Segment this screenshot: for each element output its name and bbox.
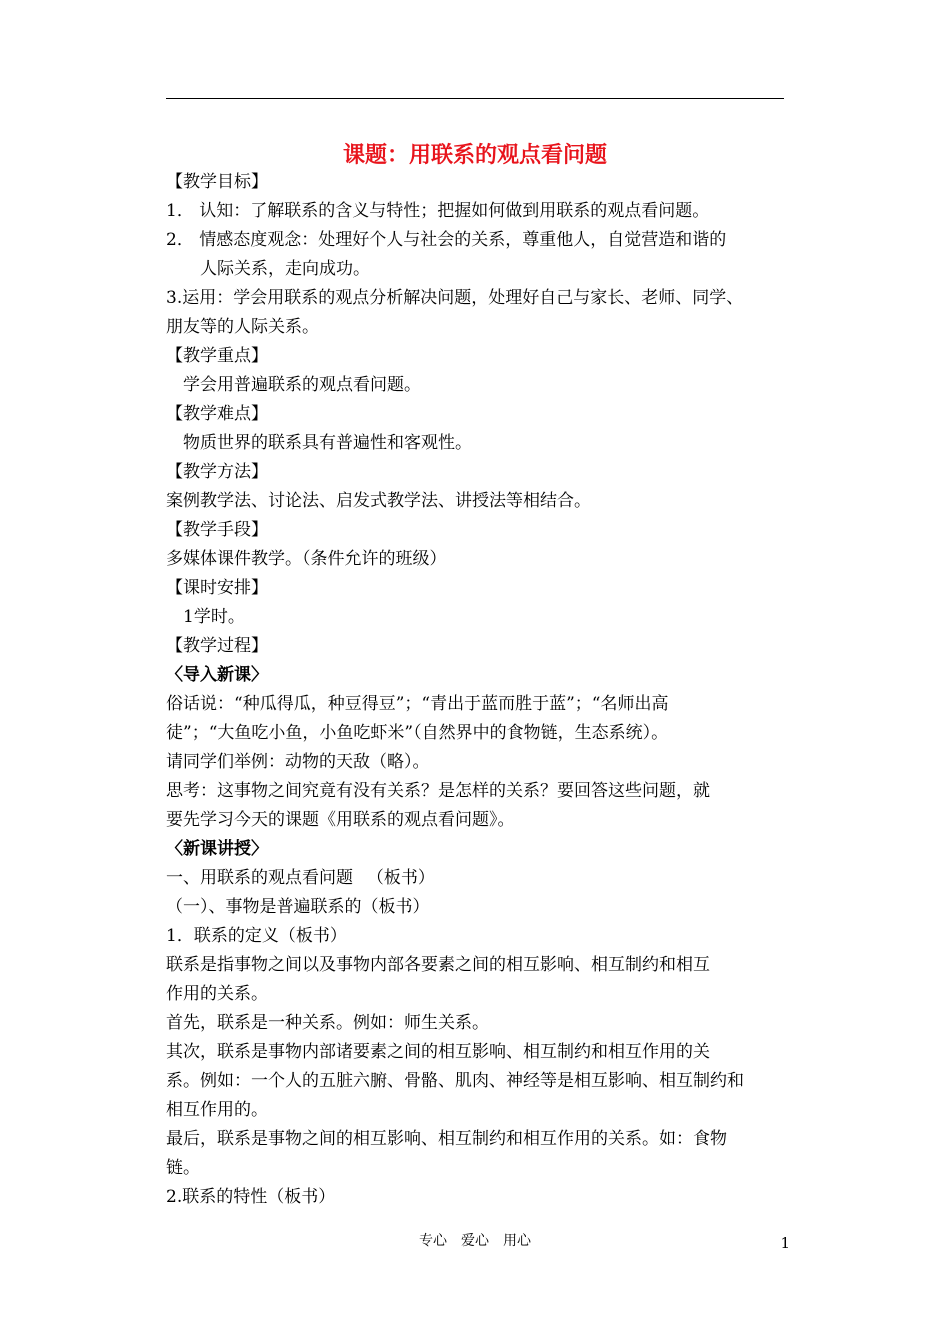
body-line: 联系是指事物之间以及事物内部各要素之间的相互影响、相互制约和相互 [166, 955, 710, 975]
body-line: 【教学手段】 [166, 520, 268, 540]
body-line: 最后，联系是事物之间的相互影响、相互制约和相互作用的关系。如：食物 [166, 1129, 727, 1149]
body-line: 其次，联系是事物内部诸要素之间的相互影响、相互制约和相互作用的关 [166, 1042, 710, 1062]
page-number: 1 [780, 1234, 790, 1252]
body-line: 2． 情感态度观念：处理好个人与社会的关系，尊重他人，自觉营造和谐的 [166, 230, 727, 250]
body-line: 1． 认知：了解联系的含义与特性；把握如何做到用联系的观点看问题。 [166, 201, 710, 221]
footer-motto: 专心 爱心 用心 [419, 1233, 531, 1249]
body-line: 【课时安排】 [166, 578, 268, 598]
body-line: 首先，联系是一种关系。例如：师生关系。 [166, 1013, 489, 1033]
body-line: 系。例如：一个人的五脏六腑、骨骼、肌肉、神经等是相互影响、相互制约和 [166, 1071, 744, 1091]
body-line: 多媒体课件教学。（条件允许的班级） [166, 549, 447, 569]
body-line: 1．联系的定义（板书） [166, 926, 347, 946]
body-line: 思考：这事物之间究竟有没有关系？是怎样的关系？要回答这些问题，就 [166, 781, 710, 801]
body-line: （一）、事物是普遍联系的（板书） [166, 897, 430, 917]
body-line: 朋友等的人际关系。 [166, 317, 319, 337]
body-line: 3.运用：学会用联系的观点分析解决问题，处理好自己与家长、老师、同学、 [166, 288, 744, 308]
body-line: 俗话说：“种瓜得瓜，种豆得豆”；“青出于蓝而胜于蓝”；“名师出高 [166, 694, 669, 714]
header-rule [166, 98, 784, 99]
body-line: 请同学们举例：动物的天敌（略）。 [166, 752, 430, 772]
body-line: 1学时。 [183, 607, 245, 627]
body-line: 【教学目标】 [166, 172, 268, 192]
body-line: 案例教学法、讨论法、启发式教学法、讲授法等相结合。 [166, 491, 591, 511]
body-line: 作用的关系。 [166, 984, 268, 1004]
body-line: 2.联系的特性（板书） [166, 1187, 336, 1207]
body-line: 〈导入新课〉 [166, 665, 268, 685]
body-line: 【教学方法】 [166, 462, 268, 482]
document-title: 课题：用联系的观点看问题 [342, 142, 607, 168]
body-line: 物质世界的联系具有普遍性和客观性。 [183, 433, 472, 453]
body-line: 要先学习今天的课题《用联系的观点看问题》。 [166, 810, 515, 830]
body-line: 【教学重点】 [166, 346, 268, 366]
document-body [166, 168, 786, 1212]
body-line: 〈新课讲授〉 [166, 839, 268, 859]
body-line: 学会用普遍联系的观点看问题。 [183, 375, 421, 395]
body-line: 【教学过程】 [166, 636, 268, 656]
body-line: 徒”；“大鱼吃小鱼，小鱼吃虾米”（自然界中的食物链，生态系统）。 [166, 723, 669, 743]
body-line: 一、用联系的观点看问题 （板书） [166, 868, 435, 888]
body-line: 相互作用的。 [166, 1100, 268, 1120]
body-line: 人际关系，走向成功。 [200, 259, 370, 279]
body-line: 链。 [166, 1158, 200, 1178]
body-line: 【教学难点】 [166, 404, 268, 424]
